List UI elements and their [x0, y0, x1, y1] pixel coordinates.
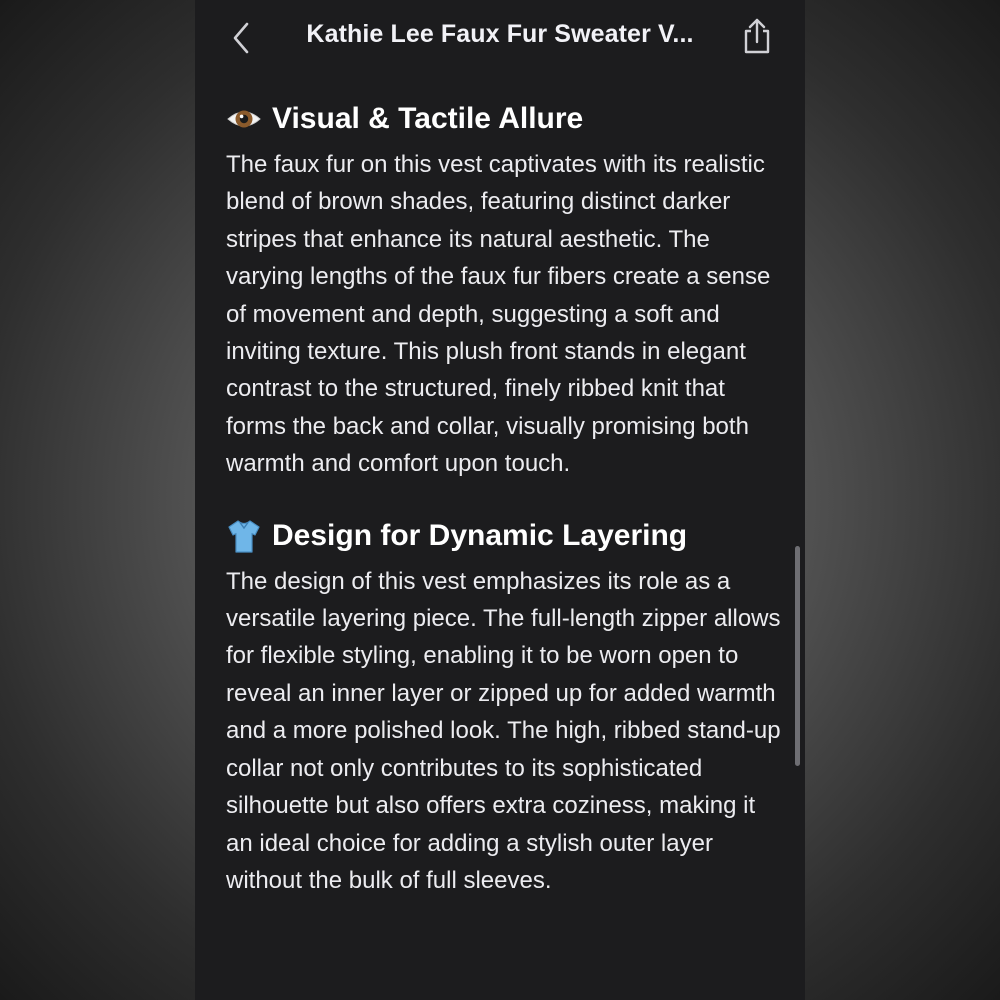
share-button[interactable]	[739, 16, 775, 56]
chevron-left-icon	[227, 18, 257, 58]
shirt-icon	[226, 518, 262, 554]
navigation-bar	[195, 0, 805, 72]
scroll-indicator[interactable]	[795, 546, 800, 766]
article-content	[226, 96, 786, 899]
section-heading-text: Design for Dynamic Layering	[272, 518, 688, 552]
section-heading	[226, 513, 786, 559]
section-heading-text: Visual & Tactile Allure	[272, 102, 584, 135]
section-body: The faux fur on this vest captivates with its realistic blend of brown shades, featuring distinct darker stripes that enhance its natural aesthetic. The varying lengths of the faux fur fibers create a sense of movement and depth, suggesting a soft and inviting texture. This plush front stands in elegant contrast to the structured, finely ribbed knit that forms the back and collar, visually promising both warmth and comfort upon touch.	[226, 151, 771, 478]
phone-screen	[195, 0, 805, 1000]
section-dynamic-layering	[226, 513, 786, 900]
back-button[interactable]	[227, 18, 257, 58]
section-heading	[226, 96, 786, 142]
page-title: Kathie Lee Faux Fur Sweater V...	[306, 20, 694, 48]
section-visual-tactile	[226, 96, 786, 483]
share-icon	[739, 16, 775, 56]
section-body: The design of this vest emphasizes its role as a versatile layering piece. The full-length zipper allows for flexible styling, enabling it to be worn open to reveal an inner layer or zipped up for added warmth and a more polished look. The high, ribbed stand-up collar not only contributes to its sophisticated silhouette but also offers extra coziness, making it an ideal choice for adding a stylish outer layer without the bulk of full sleeves.	[226, 567, 781, 894]
eye-icon	[226, 101, 262, 137]
